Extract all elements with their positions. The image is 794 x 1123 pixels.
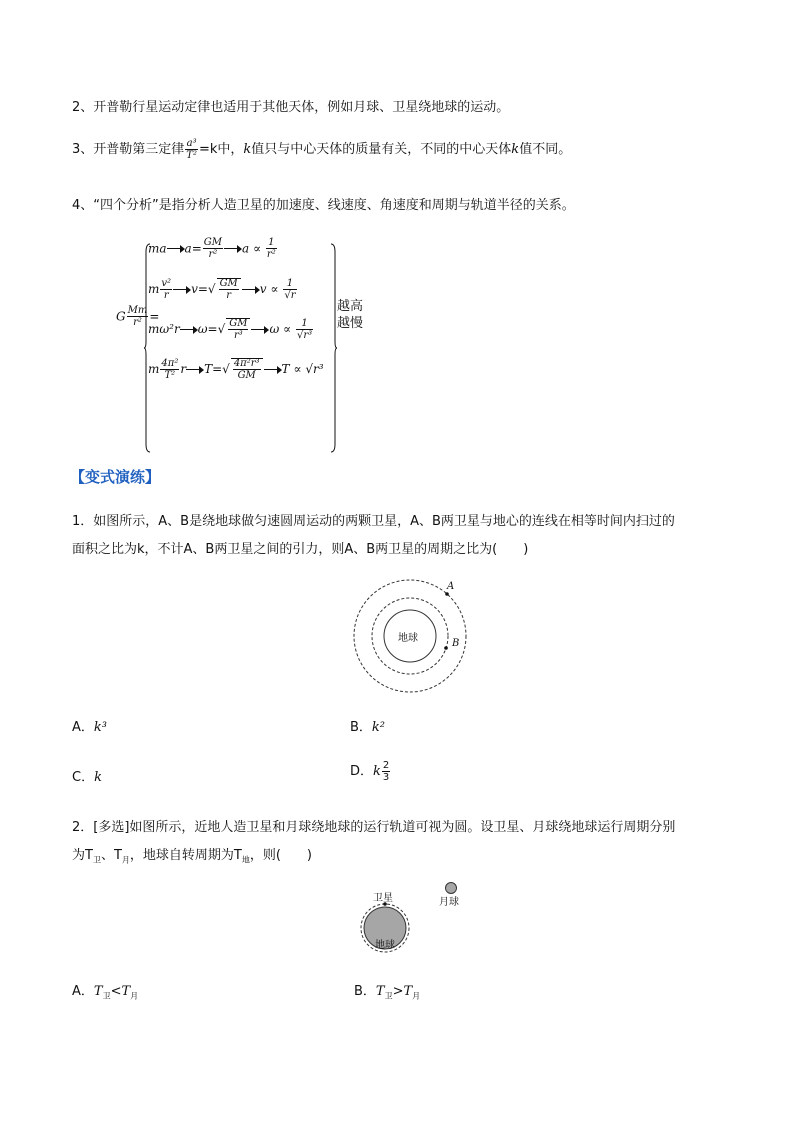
item-3-text: 3、开普勒第三定律 $\frac{\text{a³}}{\text{T²}}$ =k中，k值只与中心天体的质量有关，不同的中心天体k值不同。 — [72, 137, 572, 161]
formula-row-acceleration: ma a= $\frac{GM}{\text{r²}}$ a ∝ $\frac{1}{\text{r²}}$ — [148, 237, 276, 260]
q2-figure-satellite-label: 卫星 — [373, 893, 393, 904]
formula-row-period: m $\frac{\text{4π²}}{\text{T²}}$ r T=√ $\frac{\text{4π²r³}}{GM}$ T ∝ √r³ — [148, 357, 324, 381]
q1-line-2: 面积之比为k，不计A、B两卫星之间的引力，则A、B两卫星的周期之比为( ) — [72, 542, 529, 557]
q2-figure-earth-label: 地球 — [375, 940, 395, 951]
item-4-text: 4、“四个分析”是指分析人造卫星的加速度、线速度、角速度和周期与轨道半径的关系。 — [72, 198, 575, 213]
q1-line-1: 1．如图所示，A、B是绕地球做匀速圆周运动的两颗卫星，A、B两卫星与地心的连线在相等时间内扫过的 — [72, 514, 675, 529]
formula-lhs: G $\frac{Mm}{\text{r²}}$ = — [116, 305, 160, 328]
q1-figure-B-label: B — [452, 638, 460, 649]
left-brace-icon — [144, 242, 152, 454]
q2-line-1: 2．[多选]如图所示，近地人造卫星和月球绕地球的运行轨道可视为圆。设卫星、月球绕地球运行周期分别 — [72, 820, 676, 835]
formula-row-angular: mω²r ω=√ $\frac{GM}{\text{r³}}$ ω ∝ $\frac{1}{\text{√r³}}$ — [148, 317, 313, 341]
q1-option-d[interactable]: D．k $\frac{2}{3}$ — [350, 759, 390, 783]
formula-row-velocity: m $\frac{\text{v²}}{r}$ v=√ $\frac{GM}{r}$ v ∝ $\frac{1}{√r}$ — [148, 277, 296, 301]
q1-option-b[interactable]: B．k² — [350, 720, 386, 735]
q1-figure-A-label: A — [447, 581, 455, 592]
right-brace-icon — [329, 242, 337, 454]
q1-option-a[interactable]: A．k³ — [72, 720, 107, 735]
q1-figure-earth-label: 地球 — [398, 633, 418, 644]
section-title: 【变式演练】 — [70, 468, 161, 486]
q2-figure-moon-label: 月球 — [439, 897, 459, 908]
q2-option-b[interactable]: B．$T_卫>T_月$ — [354, 984, 421, 1001]
q1-option-c[interactable]: C．k — [72, 770, 102, 785]
q2-option-a[interactable]: A．$T_卫<T_月$ — [72, 984, 139, 1001]
q2-line-2: 为$T_卫$、$T_月$，地球自转周期为$T_地$，则( ) — [72, 848, 313, 865]
item-2-text: 2、开普勒行星运动定律也适用于其他天体，例如月球、卫星绕地球的运动。 — [72, 100, 510, 115]
kepler-fraction: $\frac{\text{a³}}{\text{T²}}$ — [186, 137, 197, 161]
formula-side-note: 越高 越慢 — [337, 299, 364, 331]
q2-orbit-figure — [355, 876, 465, 956]
